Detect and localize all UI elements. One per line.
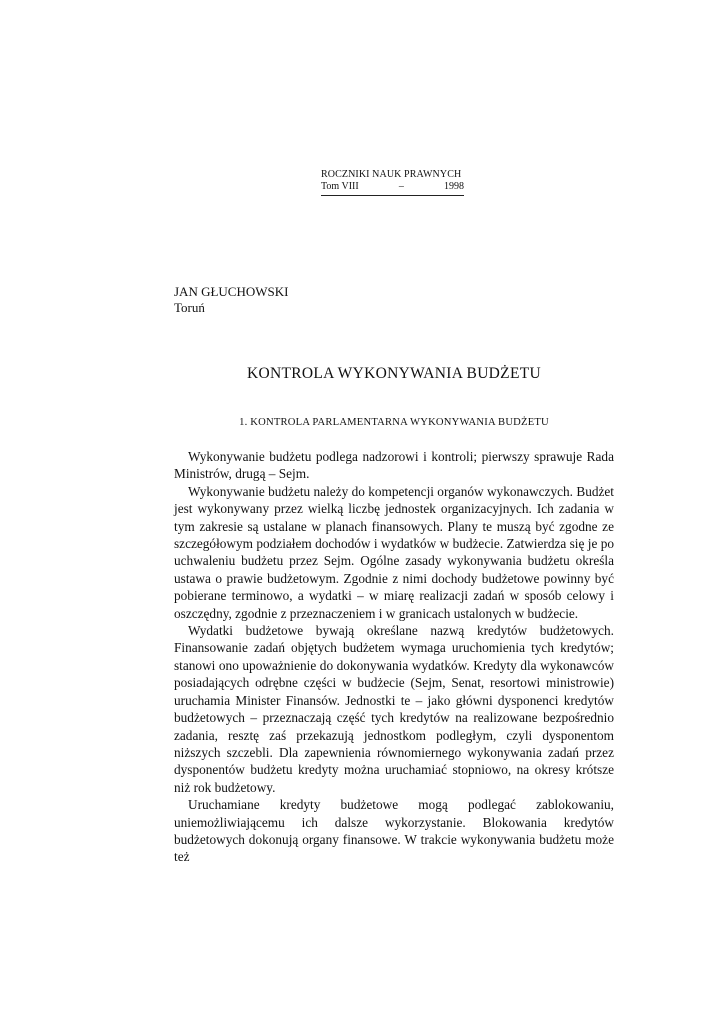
section-heading: 1. KONTROLA PARLAMENTARNA WYKONYWANIA BUDŻETU: [239, 417, 549, 428]
author-affiliation: Toruń: [174, 300, 205, 315]
paragraph: Wykonywanie budżetu podlega nadzorowi i kontroli; pierwszy sprawuje Rada Ministrów, drugą – Sejm.: [174, 449, 614, 482]
paragraph: Wykonywanie budżetu należy do kompetencji organów wykonawczych. Budżet jest wykonywany przez wielką liczbę jednostek organizacyjnych. Ich zadania w tym zakresie są ustalane w planach finansowych. Plany te muszą być zgodne ze szczegółowym podziałem dochodów i wydatków w budżecie. Zatwierdza się je po uchwaleniu budżetu przez Sejm. Ogólne zasady wykonywania budżetu określa ustawa o prawie budżetowym. Zgodnie z nimi dochody budżetowe powinny być pobierane terminowo, a wydatki – w miarę realizacji zadań w sposób celowy i oszczędny, zgodnie z przeznaczeniem i w granicach ustalonych w budżecie.: [174, 483, 614, 621]
journal-title: ROCZNIKI NAUK PRAWNYCH: [321, 169, 462, 180]
article-body: [174, 448, 614, 866]
paragraph: Uruchamiane kredyty budżetowe mogą podlegać zablokowaniu, uniemożliwiającemu ich dalsze wykorzystanie. Blokowania kredytów budżetowych dokonują organy finansowe. W trakcie wykonywania budżetu może też: [174, 797, 614, 865]
journal-header: [321, 169, 464, 196]
volume-label: Tom VIII: [321, 181, 359, 192]
volume-dash: –: [398, 181, 404, 192]
volume-line: [321, 181, 464, 196]
author-block: [174, 284, 288, 316]
paragraph: Wydatki budżetowe bywają określane nazwą kredytów budżetowych. Finansowanie zadań objętych budżetem wymaga uruchomienia tych kredytów; stanowi ono upoważnienie do dokonywania wydatków. Kredyty dla wykonawców posiadających odrębne części w budżecie (Sejm, Senat, resortowi ministrowie) uruchamia Minister Finansów. Jednostki te – jako główni dysponenci kredytów budżetowych – przeznaczają część tych kredytów na realizowane bezpośrednio zadania, resztę zaś przekazują jednostkom podległym, czyli dysponentom niższych szczebli. Dla zapewnienia równomiernego wykonywania zadań przez dysponentów budżetu kredyty można uruchamiać stopniowo, na okresy krótsze niż rok budżetowy.: [174, 623, 614, 795]
article-title: KONTROLA WYKONYWANIA BUDŻETU: [247, 365, 541, 382]
volume-year: 1998: [443, 181, 464, 192]
author-name: JAN GŁUCHOWSKI: [174, 284, 289, 299]
